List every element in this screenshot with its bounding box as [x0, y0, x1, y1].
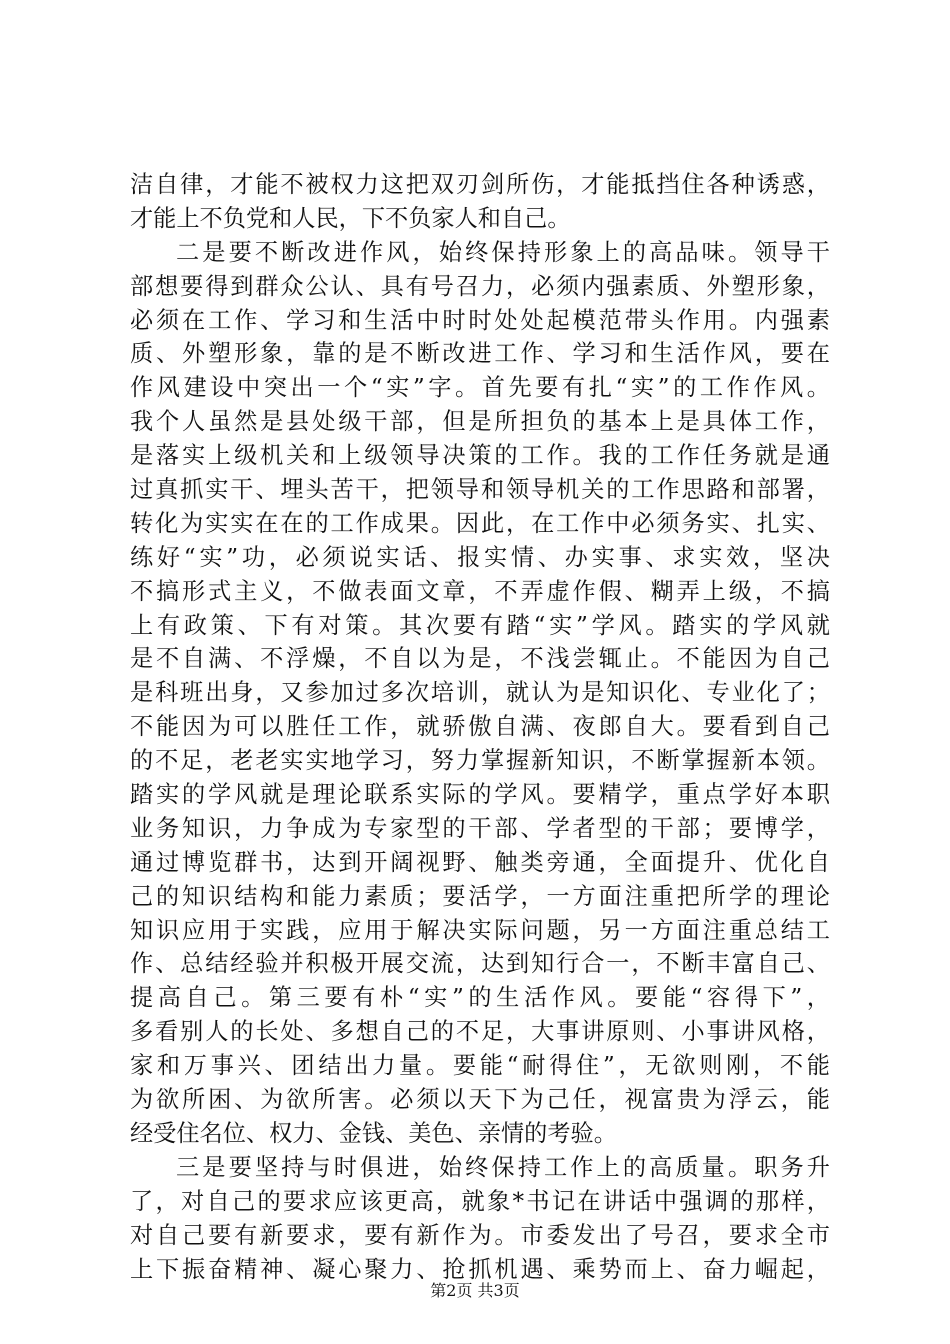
text-line: 必须在工作、学习和生活中时时处处起模范带头作用。内强素 [130, 306, 830, 334]
text-line: 上下振奋精神、凝心聚力、抢抓机遇、乘势而上、奋力崛起， [130, 1255, 830, 1283]
text-line: 作、总结经验并积极开展交流，达到知行合一，不断丰富自己、 [130, 950, 830, 978]
text-line: 我个人虽然是县处级干部，但是所担负的基本上是具体工作， [130, 408, 830, 436]
text-line: 部想要得到群众公认、具有号召力，必须内强素质、外塑形象， [130, 272, 830, 300]
text-line: 不能因为可以胜任工作，就骄傲自满、夜郎自大。要看到自己 [130, 713, 830, 741]
page-footer: 第2页 共3页 [430, 1281, 520, 1300]
text-line: 经受住名位、权力、金钱、美色、亲情的考验。 [130, 1119, 617, 1147]
text-line: 是落实上级机关和上级领导决策的工作。我的工作任务就是通 [130, 442, 830, 470]
text-line: 质、外塑形象，靠的是不断改进工作、学习和生活作风，要在 [130, 340, 830, 368]
text-line: 家和万事兴、团结出力量。要能“耐得住”，无欲则刚，不能 [130, 1052, 830, 1080]
text-line: 是不自满、不浮燥，不自以为是，不浅尝辄止。不能因为自己 [130, 645, 830, 673]
text-line: 上有政策、下有对策。其次要有踏“实”学风。踏实的学风就 [130, 611, 830, 639]
text-line: 业务知识，力争成为专家型的干部、学者型的干部；要博学， [130, 814, 830, 842]
text-line: 知识应用于实践，应用于解决实际问题，另一方面注重总结工 [130, 916, 830, 944]
text-line: 练好“实”功，必须说实话、报实情、办实事、求实效，坚决 [130, 543, 830, 571]
text-line: 不搞形式主义，不做表面文章，不弄虚作假、糊弄上级，不搞 [130, 577, 830, 605]
text-line: 三是要坚持与时俱进，始终保持工作上的高质量。职务升 [176, 1153, 830, 1181]
text-line: 提高自己。第三要有朴“实”的生活作风。要能“容得下”， [130, 984, 830, 1012]
document-body [130, 168, 830, 1286]
text-line: 多看别人的长处、多想自己的不足，大事讲原则、小事讲风格， [130, 1018, 830, 1046]
text-line: 洁自律，才能不被权力这把双刃剑所伤，才能抵挡住各种诱惑， [130, 171, 830, 198]
text-line: 转化为实实在在的工作成果。因此，在工作中必须务实、扎实、 [130, 509, 830, 537]
text-line: 己的知识结构和能力素质；要活学，一方面注重把所学的理论 [130, 882, 830, 910]
text-line: 的不足，老老实实地学习，努力掌握新知识，不断掌握新本领。 [130, 747, 830, 775]
text-line: 二是要不断改进作风，始终保持形象上的高品味。领导干 [176, 238, 830, 266]
text-line: 过真抓实干、埋头苦干，把领导和领导机关的工作思路和部署， [130, 476, 830, 504]
text-line: 为欲所困、为欲所害。必须以天下为己任，视富贵为浮云，能 [130, 1086, 830, 1114]
text-line: 作风建设中突出一个“实”字。首先要有扎“实”的工作作风。 [130, 374, 830, 402]
text-line: 才能上不负党和人民，下不负家人和自己。 [130, 204, 571, 232]
text-line: 踏实的学风就是理论联系实际的学风。要精学，重点学好本职 [130, 781, 830, 809]
text-line: 通过博览群书，达到开阔视野、触类旁通，全面提升、优化自 [130, 848, 830, 876]
text-line: 是科班出身，又参加过多次培训，就认为是知识化、专业化了； [130, 679, 830, 707]
text-line: 了，对自己的要求应该更高，就象*书记在讲话中强调的那样， [130, 1187, 830, 1215]
text-line: 对自己要有新要求，要有新作为。市委发出了号召，要求全市 [130, 1221, 830, 1249]
